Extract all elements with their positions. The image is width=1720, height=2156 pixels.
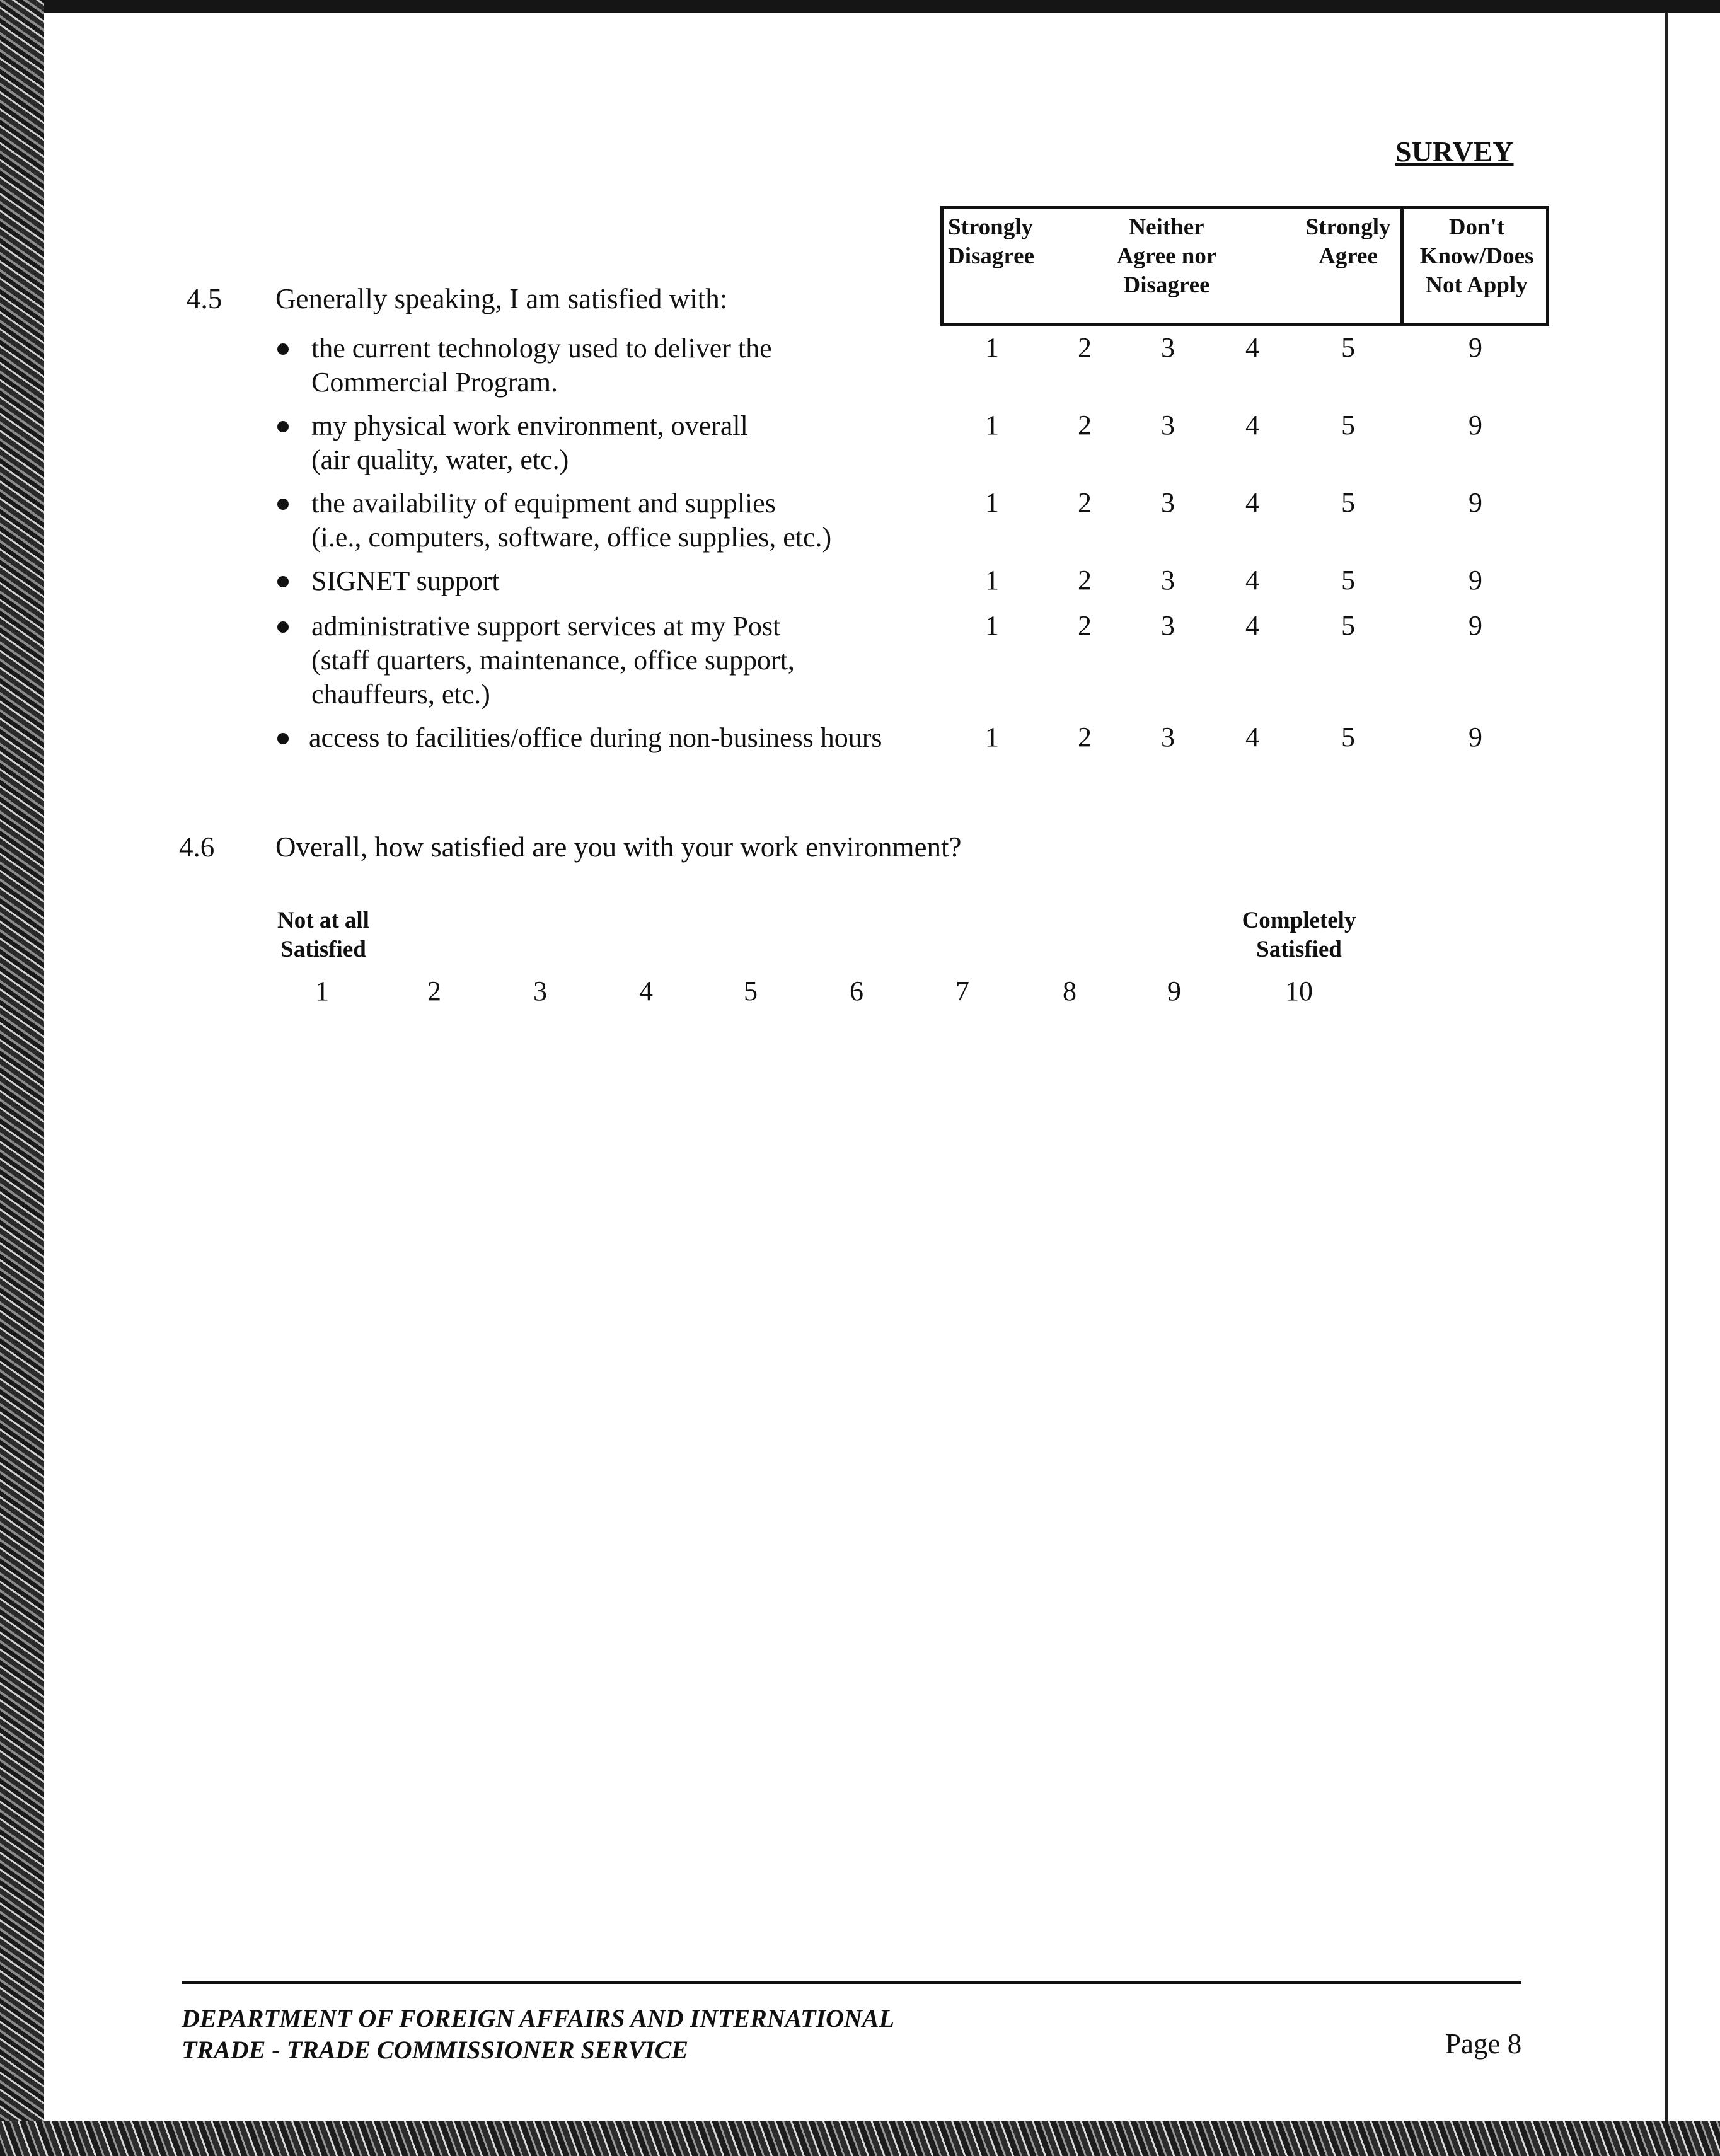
q45-item-6-option-3[interactable]: 3 [1161, 722, 1175, 752]
q45-item-6-option-9[interactable]: 9 [1469, 722, 1482, 752]
scan-edge-right [1665, 13, 1668, 2121]
q45-item-1-option-4[interactable]: 4 [1245, 332, 1259, 363]
q45-item-4-option-1[interactable]: 1 [985, 565, 999, 596]
q45-item-5-option-5[interactable]: 5 [1341, 610, 1355, 641]
q45-item-2: my physical work environment, overall (air quality, water, etc.) [311, 410, 748, 475]
q45-item-2-option-2[interactable]: 2 [1078, 410, 1092, 441]
q46-option-2[interactable]: 2 [427, 976, 441, 1006]
q45-text: Generally speaking, I am satisfied with: [275, 283, 728, 314]
q45-item-1-option-3[interactable]: 3 [1161, 332, 1175, 363]
q46-option-5[interactable]: 5 [744, 976, 758, 1006]
q45-item-3-option-3[interactable]: 3 [1161, 487, 1175, 518]
q45-item-4-option-5[interactable]: 5 [1341, 565, 1355, 596]
q45-item-5-option-9[interactable]: 9 [1469, 610, 1482, 641]
q46-option-9[interactable]: 9 [1167, 976, 1181, 1006]
q46-number: 4.6 [179, 831, 215, 863]
q45-item-4-option-9[interactable]: 9 [1469, 565, 1482, 596]
q45-item-3-option-5[interactable]: 5 [1341, 487, 1355, 518]
q45-item-3-option-9[interactable]: 9 [1469, 487, 1482, 518]
q45-item-6: access to facilities/office during non-business hours [309, 722, 882, 753]
q46-low-label: Not at all Satisfied [277, 908, 369, 962]
q45-item-1: the current technology used to deliver the Commercial Program. [311, 333, 772, 398]
q45-item-3-option-4[interactable]: 4 [1245, 487, 1259, 518]
survey-label: SURVEY [1395, 135, 1514, 168]
q45-item-1-option-2[interactable]: 2 [1078, 332, 1092, 363]
bullet-icon [277, 576, 289, 587]
bullet-icon [277, 733, 289, 744]
q46-option-4[interactable]: 4 [639, 976, 653, 1006]
q45-item-6-option-4[interactable]: 4 [1245, 722, 1259, 752]
header-strongly-disagree: Strongly Disagree [948, 214, 1034, 269]
q46-high-label: Completely Satisfied [1242, 908, 1356, 962]
q46-option-10[interactable]: 10 [1285, 976, 1313, 1006]
footer-rule [182, 1981, 1521, 1984]
scan-edge-top [0, 0, 1720, 13]
q46-option-1[interactable]: 1 [315, 976, 329, 1006]
q45-item-6-option-2[interactable]: 2 [1078, 722, 1092, 752]
q45-item-5-option-4[interactable]: 4 [1245, 610, 1259, 641]
header-strongly-agree: Strongly Agree [1305, 214, 1391, 269]
header-neither: Neither Agree nor Disagree [1116, 214, 1217, 298]
page-number: Page 8 [1445, 2028, 1522, 2060]
q45-item-4-option-4[interactable]: 4 [1245, 565, 1259, 596]
q46-option-3[interactable]: 3 [533, 976, 547, 1006]
q45-item-1-option-9[interactable]: 9 [1469, 332, 1482, 363]
bullet-icon [277, 343, 289, 355]
q45-item-5: administrative support services at my Post (staff quarters, maintenance, office support, chauffeurs, etc.) [311, 611, 795, 710]
bullet-icon [277, 499, 289, 510]
q45-item-2-option-4[interactable]: 4 [1245, 410, 1259, 441]
q45-item-5-option-2[interactable]: 2 [1078, 610, 1092, 641]
q45-item-6-option-1[interactable]: 1 [985, 722, 999, 752]
q45-item-3: the availability of equipment and supplies (i.e., computers, software, office supplies, etc.) [311, 488, 832, 553]
bullet-icon [277, 621, 289, 633]
bullet-icon [277, 421, 289, 432]
q45-item-4-option-2[interactable]: 2 [1078, 565, 1092, 596]
q45-item-5-option-3[interactable]: 3 [1161, 610, 1175, 641]
q45-item-1-option-5[interactable]: 5 [1341, 332, 1355, 363]
q45-item-2-option-5[interactable]: 5 [1341, 410, 1355, 441]
scan-edge-left [0, 0, 44, 2156]
header-dont-know: Don't Know/Does Not Apply [1419, 214, 1534, 298]
q45-item-1-option-1[interactable]: 1 [985, 332, 999, 363]
q45-item-3-option-1[interactable]: 1 [985, 487, 999, 518]
q46-option-7[interactable]: 7 [955, 976, 969, 1006]
q45-item-2-option-3[interactable]: 3 [1161, 410, 1175, 441]
q46-text: Overall, how satisfied are you with your work environment? [275, 831, 962, 863]
q45-number: 4.5 [187, 283, 222, 314]
q46-option-8[interactable]: 8 [1063, 976, 1076, 1006]
scan-edge-bottom [0, 2121, 1720, 2156]
scale-header-divider [1400, 206, 1404, 326]
q45-item-5-option-1[interactable]: 1 [985, 610, 999, 641]
q45-item-3-option-2[interactable]: 2 [1078, 487, 1092, 518]
q45-item-2-option-9[interactable]: 9 [1469, 410, 1482, 441]
q45-item-6-option-5[interactable]: 5 [1341, 722, 1355, 752]
q45-item-4: SIGNET support [311, 565, 500, 596]
q46-option-6[interactable]: 6 [850, 976, 863, 1006]
footer-department: DEPARTMENT OF FOREIGN AFFAIRS AND INTERNATIONAL TRADE - TRADE COMMISSIONER SERVICE [182, 2004, 895, 2064]
q45-item-4-option-3[interactable]: 3 [1161, 565, 1175, 596]
q45-item-2-option-1[interactable]: 1 [985, 410, 999, 441]
